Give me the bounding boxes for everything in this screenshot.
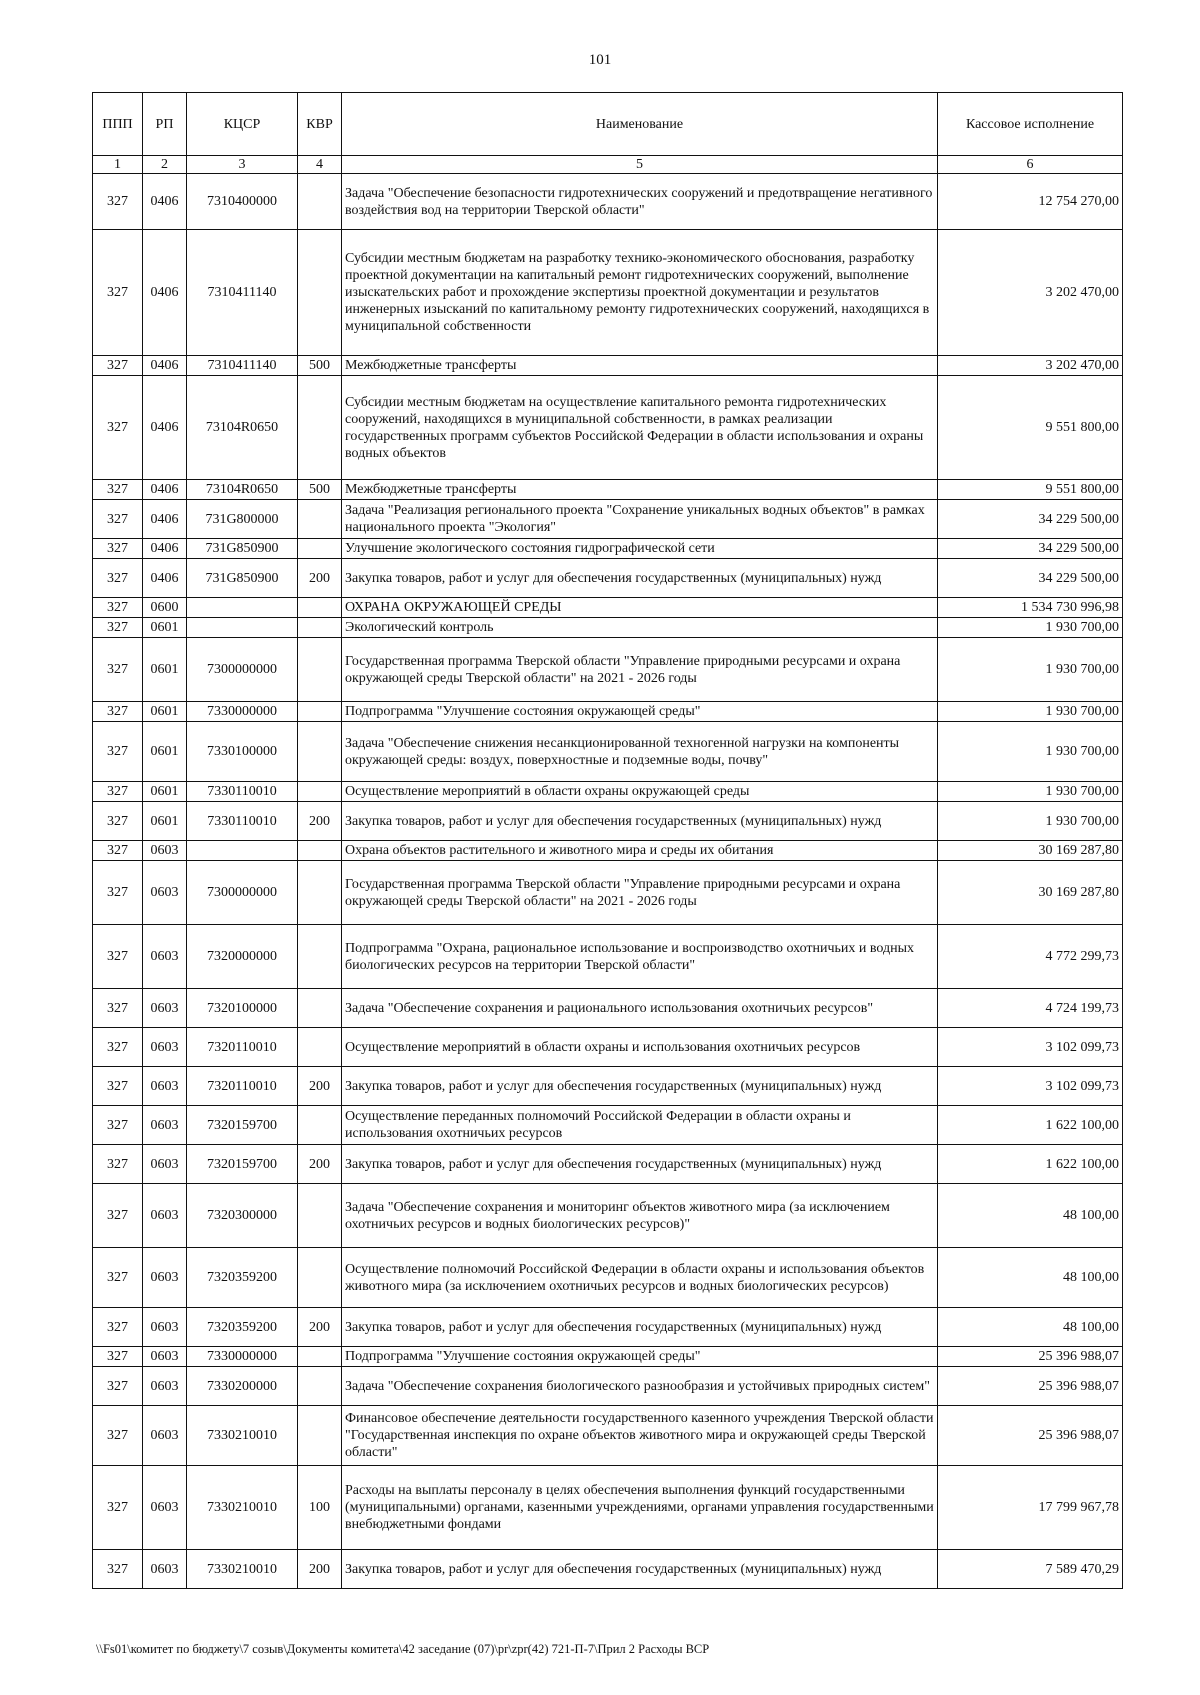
cell-kvr (298, 1028, 342, 1067)
cell-kvr (298, 782, 342, 802)
cell-kcsr: 7320110010 (187, 1067, 298, 1106)
table-row (93, 1308, 1123, 1347)
cell-ppp: 327 (93, 702, 143, 722)
cell-name: Закупка товаров, работ и услуг для обеспечения государственных (муниципальных) нужд (342, 1308, 938, 1347)
cell-kvr (298, 1248, 342, 1308)
cell-ppp: 327 (93, 230, 143, 356)
cell-ppp: 327 (93, 782, 143, 802)
cell-kvr (298, 722, 342, 782)
cell-ppp: 327 (93, 480, 143, 500)
table-row (93, 1347, 1123, 1367)
cell-ppp: 327 (93, 1248, 143, 1308)
cell-rp: 0603 (143, 1367, 187, 1406)
cell-amount: 1 930 700,00 (938, 618, 1123, 638)
table-row (93, 861, 1123, 925)
cell-kcsr: 7320100000 (187, 989, 298, 1028)
column-number: 5 (342, 156, 938, 174)
cell-ppp: 327 (93, 1550, 143, 1589)
header-row (93, 93, 1123, 156)
cell-rp: 0601 (143, 782, 187, 802)
cell-kvr: 200 (298, 1067, 342, 1106)
cell-kcsr: 7330000000 (187, 702, 298, 722)
cell-kcsr: 73104R0650 (187, 376, 298, 480)
cell-name: Субсидии местным бюджетам на разработку технико-экономического обоснования, разработку проектной документации на капитальный ремонт гидротехнических сооружений, выполнение изыскательских работ и прохождение экспертизы проектной документации и результатов инженерных изысканий по капитальному ремонту гидротехнических сооружений, находящихся в муниципальной собственности (342, 230, 938, 356)
cell-name: Задача "Обеспечение сохранения биологического разнообразия и устойчивых природных систем" (342, 1367, 938, 1406)
cell-kvr (298, 376, 342, 480)
cell-rp: 0603 (143, 1106, 187, 1145)
cell-name: Расходы на выплаты персоналу в целях обеспечения выполнения функций государственными (муниципальными) органами, казенными учреждениями, органами управления государственными внебюджетными фондами (342, 1466, 938, 1550)
cell-amount: 9 551 800,00 (938, 480, 1123, 500)
header-kcsr: КЦСР (187, 93, 298, 156)
cell-amount: 12 754 270,00 (938, 174, 1123, 230)
cell-kcsr: 7320300000 (187, 1184, 298, 1248)
cell-name: Закупка товаров, работ и услуг для обеспечения государственных (муниципальных) нужд (342, 802, 938, 841)
cell-name: ОХРАНА ОКРУЖАЮЩЕЙ СРЕДЫ (342, 598, 938, 618)
table-row (93, 722, 1123, 782)
cell-rp: 0406 (143, 174, 187, 230)
cell-name: Закупка товаров, работ и услуг для обеспечения государственных (муниципальных) нужд (342, 1067, 938, 1106)
cell-rp: 0603 (143, 1184, 187, 1248)
cell-rp: 0603 (143, 1308, 187, 1347)
cell-rp: 0406 (143, 559, 187, 598)
cell-kcsr: 7330210010 (187, 1466, 298, 1550)
table-row (93, 1406, 1123, 1466)
cell-name: Задача "Обеспечение сохранения и мониторинг объектов животного мира (за исключением охотничьих ресурсов и водных биологических ресурсов)" (342, 1184, 938, 1248)
cell-ppp: 327 (93, 1367, 143, 1406)
budget-table-body (93, 174, 1123, 1589)
table-row (93, 480, 1123, 500)
cell-rp: 0603 (143, 1466, 187, 1550)
cell-amount: 34 229 500,00 (938, 500, 1123, 539)
cell-amount: 17 799 967,78 (938, 1466, 1123, 1550)
table-row (93, 1067, 1123, 1106)
header-rp: РП (143, 93, 187, 156)
cell-amount: 9 551 800,00 (938, 376, 1123, 480)
cell-kcsr: 7300000000 (187, 861, 298, 925)
cell-amount: 48 100,00 (938, 1308, 1123, 1347)
cell-ppp: 327 (93, 802, 143, 841)
cell-kcsr: 7320159700 (187, 1106, 298, 1145)
cell-name: Межбюджетные трансферты (342, 480, 938, 500)
cell-kvr (298, 638, 342, 702)
cell-kcsr: 7320359200 (187, 1308, 298, 1347)
cell-ppp: 327 (93, 174, 143, 230)
header-ppp: ППП (93, 93, 143, 156)
cell-rp: 0406 (143, 539, 187, 559)
cell-rp: 0406 (143, 480, 187, 500)
cell-kcsr: 7330210010 (187, 1550, 298, 1589)
cell-kvr (298, 230, 342, 356)
cell-amount: 4 724 199,73 (938, 989, 1123, 1028)
cell-rp: 0603 (143, 1406, 187, 1466)
cell-amount: 1 930 700,00 (938, 802, 1123, 841)
table-row (93, 1106, 1123, 1145)
cell-kcsr: 7330200000 (187, 1367, 298, 1406)
cell-kcsr: 731G850900 (187, 539, 298, 559)
cell-amount: 48 100,00 (938, 1248, 1123, 1308)
column-numbers-row (93, 156, 1123, 174)
cell-amount: 34 229 500,00 (938, 559, 1123, 598)
cell-kvr (298, 1184, 342, 1248)
cell-amount: 25 396 988,07 (938, 1367, 1123, 1406)
cell-ppp: 327 (93, 1184, 143, 1248)
table-row (93, 925, 1123, 989)
cell-kvr (298, 500, 342, 539)
cell-kcsr: 7320000000 (187, 925, 298, 989)
cell-ppp: 327 (93, 1106, 143, 1145)
table-row (93, 1550, 1123, 1589)
cell-ppp: 327 (93, 1067, 143, 1106)
cell-ppp: 327 (93, 861, 143, 925)
cell-name: Осуществление переданных полномочий Российской Федерации в области охраны и использования охотничьих ресурсов (342, 1106, 938, 1145)
table-row (93, 1367, 1123, 1406)
table-row (93, 638, 1123, 702)
cell-amount: 30 169 287,80 (938, 841, 1123, 861)
cell-amount: 7 589 470,29 (938, 1550, 1123, 1589)
cell-kcsr: 7330110010 (187, 782, 298, 802)
footer-file-path: \\Fs01\комитет по бюджету\7 созыв\Документы комитета\42 заседание (07)\pr\zpr(42) 721-П-7\Прил 2 Расходы ВСР (96, 1642, 710, 1656)
cell-name: Государственная программа Тверской области "Управление природными ресурсами и охрана окружающей среды Тверской области" на 2021 - 2026 годы (342, 861, 938, 925)
cell-ppp: 327 (93, 1308, 143, 1347)
cell-rp: 0603 (143, 1248, 187, 1308)
cell-kvr (298, 989, 342, 1028)
cell-name: Задача "Обеспечение безопасности гидротехнических сооружений и предотвращение негативного воздействия вод на территории Тверской области" (342, 174, 938, 230)
cell-kvr: 500 (298, 480, 342, 500)
cell-rp: 0603 (143, 861, 187, 925)
cell-rp: 0603 (143, 841, 187, 861)
column-number: 3 (187, 156, 298, 174)
cell-amount: 3 202 470,00 (938, 230, 1123, 356)
cell-kcsr: 7310400000 (187, 174, 298, 230)
table-row (93, 618, 1123, 638)
cell-ppp: 327 (93, 1347, 143, 1367)
cell-rp: 0603 (143, 1028, 187, 1067)
cell-kcsr (187, 598, 298, 618)
cell-kcsr (187, 841, 298, 861)
cell-rp: 0601 (143, 618, 187, 638)
table-row (93, 500, 1123, 539)
cell-ppp: 327 (93, 559, 143, 598)
cell-name: Закупка товаров, работ и услуг для обеспечения государственных (муниципальных) нужд (342, 559, 938, 598)
table-row (93, 782, 1123, 802)
cell-kvr (298, 1347, 342, 1367)
cell-kcsr: 73104R0650 (187, 480, 298, 500)
cell-amount: 3 202 470,00 (938, 356, 1123, 376)
cell-amount: 4 772 299,73 (938, 925, 1123, 989)
cell-name: Задача "Обеспечение сохранения и рационального использования охотничьих ресурсов" (342, 989, 938, 1028)
cell-ppp: 327 (93, 841, 143, 861)
cell-rp: 0406 (143, 500, 187, 539)
cell-kvr: 200 (298, 559, 342, 598)
cell-rp: 0406 (143, 230, 187, 356)
column-number: 1 (93, 156, 143, 174)
cell-amount: 3 102 099,73 (938, 1028, 1123, 1067)
cell-ppp: 327 (93, 539, 143, 559)
cell-amount: 1 930 700,00 (938, 782, 1123, 802)
cell-name: Закупка товаров, работ и услуг для обеспечения государственных (муниципальных) нужд (342, 1550, 938, 1589)
cell-ppp: 327 (93, 989, 143, 1028)
cell-rp: 0603 (143, 1145, 187, 1184)
table-row (93, 989, 1123, 1028)
cell-amount: 1 930 700,00 (938, 702, 1123, 722)
table-row (93, 598, 1123, 618)
cell-kcsr: 7310411140 (187, 356, 298, 376)
cell-name: Межбюджетные трансферты (342, 356, 938, 376)
cell-name: Закупка товаров, работ и услуг для обеспечения государственных (муниципальных) нужд (342, 1145, 938, 1184)
table-row (93, 841, 1123, 861)
header-amount: Кассовое исполнение (938, 93, 1123, 156)
cell-ppp: 327 (93, 1406, 143, 1466)
table-row (93, 1184, 1123, 1248)
table-row (93, 559, 1123, 598)
budget-table (92, 92, 1123, 1589)
cell-kvr (298, 841, 342, 861)
cell-kcsr (187, 618, 298, 638)
cell-kcsr: 7330110010 (187, 802, 298, 841)
cell-kcsr: 7330100000 (187, 722, 298, 782)
cell-kvr: 100 (298, 1466, 342, 1550)
cell-kcsr: 731G850900 (187, 559, 298, 598)
column-number: 4 (298, 156, 342, 174)
cell-kvr (298, 702, 342, 722)
cell-rp: 0601 (143, 802, 187, 841)
cell-rp: 0603 (143, 925, 187, 989)
cell-ppp: 327 (93, 598, 143, 618)
column-number: 2 (143, 156, 187, 174)
cell-amount: 25 396 988,07 (938, 1406, 1123, 1466)
cell-rp: 0406 (143, 376, 187, 480)
cell-kvr (298, 925, 342, 989)
cell-kvr (298, 861, 342, 925)
table-row (93, 174, 1123, 230)
cell-kvr (298, 598, 342, 618)
cell-rp: 0601 (143, 722, 187, 782)
cell-kcsr: 7310411140 (187, 230, 298, 356)
cell-kcsr: 7330000000 (187, 1347, 298, 1367)
cell-kvr: 200 (298, 1550, 342, 1589)
cell-ppp: 327 (93, 500, 143, 539)
cell-rp: 0406 (143, 356, 187, 376)
cell-name: Улучшение экологического состояния гидрографической сети (342, 539, 938, 559)
cell-rp: 0601 (143, 702, 187, 722)
cell-amount: 1 930 700,00 (938, 722, 1123, 782)
cell-name: Задача "Обеспечение снижения несанкционированной техногенной нагрузки на компоненты окружающей среды: воздух, поверхностные и подземные воды, почву" (342, 722, 938, 782)
cell-name: Субсидии местным бюджетам на осуществление капитального ремонта гидротехнических сооружений, находящихся в муниципальной собственности, в рамках реализации государственных программ субъектов Российской Федерации в области использования и охраны водных объектов (342, 376, 938, 480)
cell-kcsr: 731G800000 (187, 500, 298, 539)
table-row (93, 702, 1123, 722)
cell-name: Задача "Реализация регионального проекта "Сохранение уникальных водных объектов" в рамках национального проекта "Экология" (342, 500, 938, 539)
cell-rp: 0603 (143, 989, 187, 1028)
cell-name: Осуществление мероприятий в области охраны и использования охотничьих ресурсов (342, 1028, 938, 1067)
header-kvr: КВР (298, 93, 342, 156)
cell-kvr (298, 618, 342, 638)
table-row (93, 356, 1123, 376)
cell-name: Осуществление полномочий Российской Федерации в области охраны и использования объектов животного мира (за исключением охотничьих ресурсов и водных биологических ресурсов) (342, 1248, 938, 1308)
page-number: 101 (588, 52, 612, 68)
cell-ppp: 327 (93, 722, 143, 782)
cell-amount: 1 622 100,00 (938, 1106, 1123, 1145)
cell-amount: 3 102 099,73 (938, 1067, 1123, 1106)
cell-kcsr: 7300000000 (187, 638, 298, 702)
cell-kvr (298, 539, 342, 559)
cell-name: Финансовое обеспечение деятельности государственного казенного учреждения Тверской области "Государственная инспекция по охране объектов животного мира и окружающей среды Тверской области" (342, 1406, 938, 1466)
cell-amount: 1 930 700,00 (938, 638, 1123, 702)
cell-name: Государственная программа Тверской области "Управление природными ресурсами и охрана окружающей среды Тверской области" на 2021 - 2026 годы (342, 638, 938, 702)
table-row (93, 230, 1123, 356)
cell-rp: 0603 (143, 1550, 187, 1589)
cell-ppp: 327 (93, 1466, 143, 1550)
cell-ppp: 327 (93, 1028, 143, 1067)
cell-kvr: 200 (298, 1145, 342, 1184)
cell-amount: 34 229 500,00 (938, 539, 1123, 559)
cell-kvr: 500 (298, 356, 342, 376)
table-row (93, 802, 1123, 841)
cell-ppp: 327 (93, 638, 143, 702)
cell-amount: 25 396 988,07 (938, 1347, 1123, 1367)
cell-amount: 48 100,00 (938, 1184, 1123, 1248)
table-row (93, 539, 1123, 559)
cell-kvr (298, 1406, 342, 1466)
cell-amount: 30 169 287,80 (938, 861, 1123, 925)
cell-amount: 1 534 730 996,98 (938, 598, 1123, 618)
column-number: 6 (938, 156, 1123, 174)
cell-name: Подпрограмма "Охрана, рациональное использование и воспроизводство охотничьих и водных биологических ресурсов на территории Тверской области" (342, 925, 938, 989)
table-row (93, 1145, 1123, 1184)
cell-kvr (298, 174, 342, 230)
cell-ppp: 327 (93, 376, 143, 480)
cell-name: Подпрограмма "Улучшение состояния окружающей среды" (342, 702, 938, 722)
cell-name: Экологический контроль (342, 618, 938, 638)
cell-rp: 0601 (143, 638, 187, 702)
cell-ppp: 327 (93, 356, 143, 376)
table-row (93, 376, 1123, 480)
cell-ppp: 327 (93, 925, 143, 989)
cell-kcsr: 7320110010 (187, 1028, 298, 1067)
cell-name: Осуществление мероприятий в области охраны окружающей среды (342, 782, 938, 802)
cell-kvr: 200 (298, 1308, 342, 1347)
table-row (93, 1248, 1123, 1308)
cell-kvr (298, 1367, 342, 1406)
cell-rp: 0600 (143, 598, 187, 618)
cell-name: Подпрограмма "Улучшение состояния окружающей среды" (342, 1347, 938, 1367)
header-name: Наименование (342, 93, 938, 156)
cell-kvr (298, 1106, 342, 1145)
table-row (93, 1466, 1123, 1550)
cell-kvr: 200 (298, 802, 342, 841)
table-row (93, 1028, 1123, 1067)
cell-amount: 1 622 100,00 (938, 1145, 1123, 1184)
cell-name: Охрана объектов растительного и животного мира и среды их обитания (342, 841, 938, 861)
cell-kcsr: 7320159700 (187, 1145, 298, 1184)
cell-ppp: 327 (93, 1145, 143, 1184)
cell-ppp: 327 (93, 618, 143, 638)
cell-kcsr: 7320359200 (187, 1248, 298, 1308)
cell-rp: 0603 (143, 1067, 187, 1106)
cell-rp: 0603 (143, 1347, 187, 1367)
cell-kcsr: 7330210010 (187, 1406, 298, 1466)
